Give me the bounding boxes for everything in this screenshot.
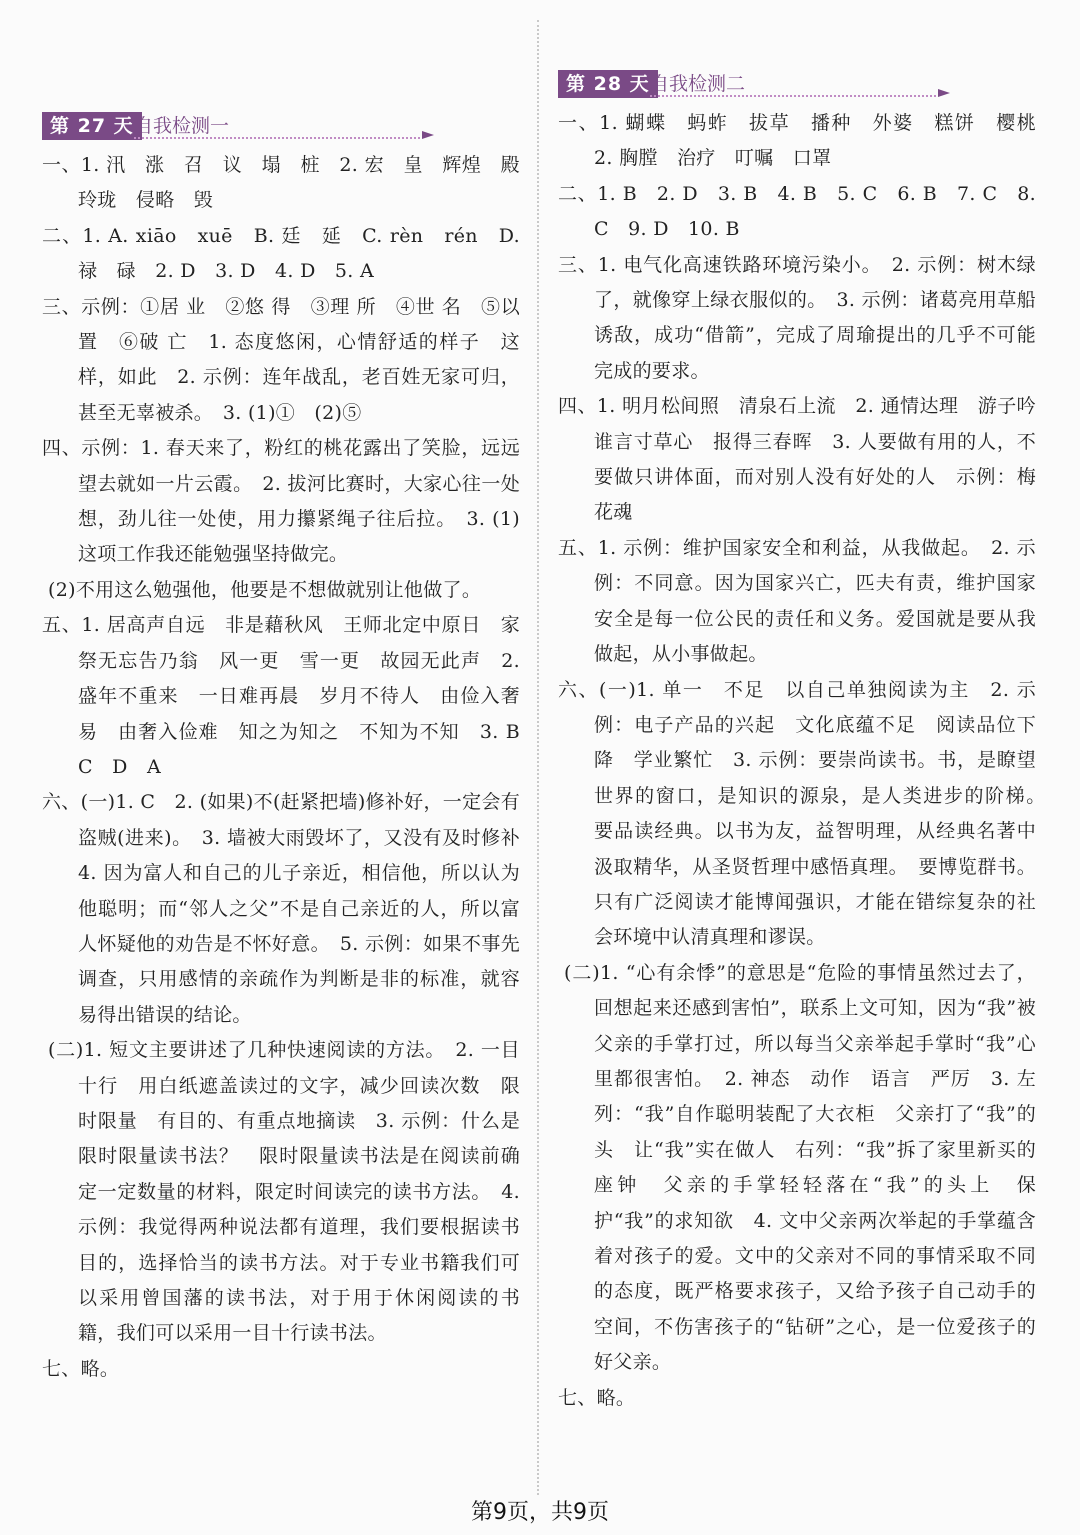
day-28-title: 自我检测二 [650, 73, 746, 95]
arrow-icon [422, 131, 434, 139]
answer-section-7: 七、略。 [42, 1357, 120, 1380]
answer-section-1: 一、1. 蝴蝶 蚂蚱 拔草 播种 外婆 糕饼 樱桃 2. 胸膛 治疗 叮嘱 口罩 [558, 112, 1056, 170]
answer-section-4: 四、示例：1. 春天来了，粉红的桃花露出了笑脸，远远望去就如一片云霞。 2. 拔河比赛时，大家心往一处想，劲儿往一处使，用力攥紧绳子往后拉。 3. (1)这项工作我还能勉强坚持做完。 [42, 437, 520, 566]
answer-section-3: 三、1. 电气化高速铁路环境污染小。 2. 示例：树木绿了，就像穿上绿衣服似的。 3. 示例：诸葛亮用草船诱敌，成功“借箭”，完成了周瑜提出的几乎不可能完成的要求。 [558, 253, 1036, 382]
answer-section-6: 六、(一)1. C 2. (如果)不(赶紧把墙)修补好，一定会有盗贼(进来)。 3. 墙被大雨毁坏了，又没有及时修补 4. 因为富人和自己的儿子亲近，相信他，所以认为他聪明；而“邻人之父”不是自己亲近的人，所以富人怀疑他的劝告是不怀好意。 5. 示例：如果不事先调查，只用感情的亲疏作为判断是非的标准，就容易得出错误的结论。 [42, 791, 540, 1026]
day-28-header [558, 70, 1036, 100]
answer-section-4: 四、1. 明月松间照 清泉石上流 2. 通情达理 游子吟 谁言寸草心 报得三春晖 3. 人要做有用的人，不要做只讲体面，而对别人没有好处的人 示例：梅花魂 [558, 395, 1056, 524]
header-dotted-line [650, 95, 936, 97]
day-27-header [42, 112, 520, 142]
column-divider [537, 20, 539, 1495]
answer-section-5: 五、1. 居高声自远 非是藉秋风 王师北定中原日 家祭无忘告乃翁 风一更 雪一更 故园无此声 2. 盛年不重来 一日难再晨 岁月不待人 由俭入奢易 由奢入俭难 知之为知之 不知为不知 3. B C D A [42, 614, 540, 778]
answer-section-6: 六、(一)1. 单一 不足 以自己单独阅读为主 2. 示例：电子产品的兴起 文化底蕴不足 阅读品位下降 学业繁忙 3. 示例：要崇尚读书。书，是瞭望世界的窗口，是知识的源泉，是人类进步的阶梯。 要品读经典。以书为友，益智明理，从经典名著中汲取精华，从圣贤哲理中感悟真理。 要博览群书。只有广泛阅读才能博闻强识，才能在错综复杂的社会环境中认清真理和谬误。 [558, 678, 1056, 949]
answer-section-1: 一、1. 汛 涨 召 议 塌 桩 2. 宏 皇 辉煌 殿 玲珑 侵略 毁 [42, 154, 540, 212]
answer-section-2: 二、1. A. xiāo xuē B. 廷 延 C. rèn rén D. 禄 碌 2. D 3. D 4. D 5. A [42, 224, 520, 283]
answer-section-2: 二、1. B 2. D 3. B 4. B 5. C 6. B 7. C 8. C 9. D 10. B [558, 182, 1036, 241]
day-28-column [558, 70, 1056, 1416]
answer-section-4-part-2: (2)不用这么勉强他，他要是不想做就别让他做了。 [48, 578, 482, 601]
arrow-icon [938, 89, 950, 97]
answer-section-3: 三、示例：①居 业 ②悠 得 ③理 所 ④世 名 ⑤以 置 ⑥破 亡 1. 态度悠闲，心情舒适的样子 这样，如此 2. 示例：连年战乱，老百姓无家可归，甚至无辜被杀。 3. (1)① (2)⑤ [42, 295, 520, 424]
day-27-badge: 第 27 天 [42, 112, 142, 140]
answer-section-7: 七、略。 [558, 1386, 636, 1409]
day-27-column [42, 112, 540, 1387]
answer-section-6-part-2: (二)1. “心有余悸”的意思是“危险的事情虽然过去了，回想起来还感到害怕”，联系上文可知，因为“我”被父亲的手掌打过，所以每当父亲举起手掌时“我”心里都很害怕。 2. 神态 动作 语言 严厉 3. 左列：“我”自作聪明装配了大衣柜 父亲打了“我”的头 让“我”实在做人 右列：“我”拆了家里新买的座钟 父亲的手掌轻轻落在“我”的头上 保护“我”的求知欲 4. 文中父亲两次举起的手掌蕴含着对孩子的爱。文中的父亲对不同的事情采取不同的态度，既严格要求孩子，又给予孩子自己动手的空间，不伤害孩子的“钻研”之心，是一位爱孩子的好父亲。 [564, 961, 1036, 1374]
page-number: 第9页，共9页 [471, 1500, 609, 1525]
day-27-title: 自我检测一 [134, 115, 230, 137]
answer-section-6-part-2: (二)1. 短文主要讲述了几种快速阅读的方法。 2. 一目十行 用白纸遮盖读过的文字，减少回读次数 限时限量 有目的、有重点地摘读 3. 示例：什么是限时限量读书法？ 限时限量读书法是在阅读前确定一定数量的材料，限定时间读完的读书方法。 4. 示例：我觉得两种说法都有道理，我们要根据读书目的，选择恰当的读书方法。对于专业书籍我们可以采用曾国藩的读书法，对于用于休闲阅读的书籍，我们可以采用一目十行读书法。 [48, 1039, 520, 1345]
day-28-badge: 第 28 天 [558, 70, 658, 98]
header-dotted-line [134, 137, 420, 139]
answer-section-5: 五、1. 示例：维护国家安全和利益，从我做起。 2. 示例：不同意。因为国家兴亡，匹夫有责，维护国家安全是每一位公民的责任和义务。爱国就是要从我做起，从小事做起。 [558, 536, 1036, 666]
